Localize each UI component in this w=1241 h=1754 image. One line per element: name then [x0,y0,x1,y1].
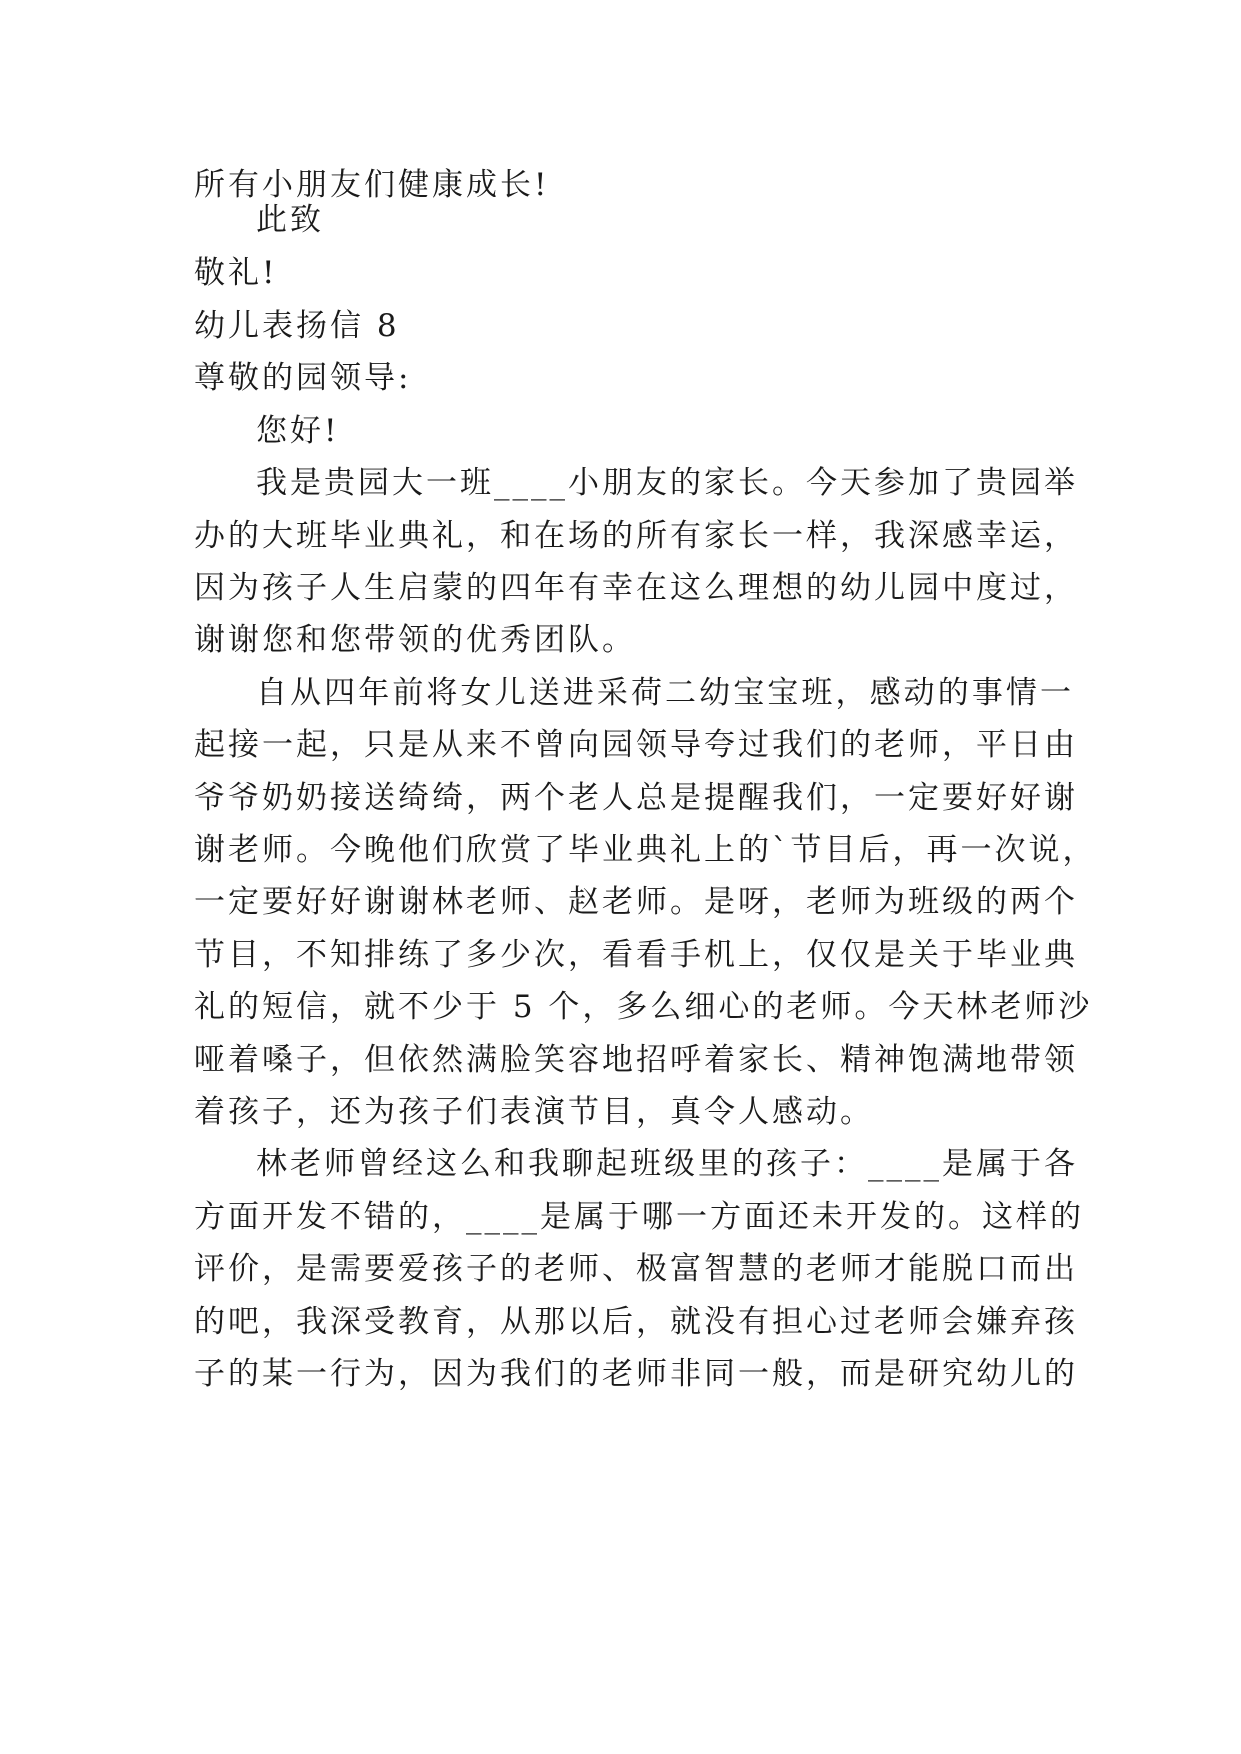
text-line: 哑着嗓子，但依然满脸笑容地招呼着家长、精神饱满地带领 [194,1042,1078,1078]
text-line: 办的大班毕业典礼，和在场的所有家长一样，我深感幸运， [194,518,1078,554]
text-line: 敬礼! [194,255,278,291]
text-line: 您好! [256,413,340,449]
text-line: 所有小朋友们健康成长! [194,167,550,203]
text-line: 子的某一行为，因为我们的老师非同一般，而是研究幼儿的 [194,1356,1078,1392]
text-line: 林老师曾经这么和我聊起班级里的孩子：____是属于各 [256,1146,1078,1182]
text-line: 我是贵园大一班____小朋友的家长。今天参加了贵园举 [256,465,1078,501]
text-line: 谢谢您和您带领的优秀团队。 [194,622,636,658]
text-line: 幼儿表扬信 8 [194,308,400,344]
text-line: 因为孩子人生启蒙的四年有幸在这么理想的幼儿园中度过， [194,570,1078,606]
text-line: 一定要好好谢谢林老师、赵老师。是呀，老师为班级的两个 [194,884,1078,920]
text-line: 方面开发不错的，____是属于哪一方面还未开发的。这样的 [194,1199,1084,1235]
text-line: 节目，不知排练了多少次，看看手机上，仅仅是关于毕业典 [194,937,1078,973]
text-line: 此致 [256,202,324,238]
text-line: 自从四年前将女儿送进采荷二幼宝宝班，感动的事情一 [256,675,1074,711]
text-line: 尊敬的园领导: [194,360,412,396]
text-line: 起接一起，只是从来不曾向园领导夸过我们的老师，平日由 [194,727,1078,763]
text-line: 礼的短信，就不少于 5 个，多么细心的老师。今天林老师沙 [194,989,1093,1025]
text-line: 着孩子，还为孩子们表演节目，真令人感动。 [194,1094,874,1130]
text-line: 谢老师。今晚他们欣赏了毕业典礼上的`节目后，再一次说， [194,832,1097,868]
text-line: 的吧，我深受教育，从那以后，就没有担心过老师会嫌弃孩 [194,1304,1078,1340]
text-line: 爷爷奶奶接送绮绮，两个老人总是提醒我们，一定要好好谢 [194,780,1078,816]
text-line: 评价，是需要爱孩子的老师、极富智慧的老师才能脱口而出 [194,1251,1078,1287]
